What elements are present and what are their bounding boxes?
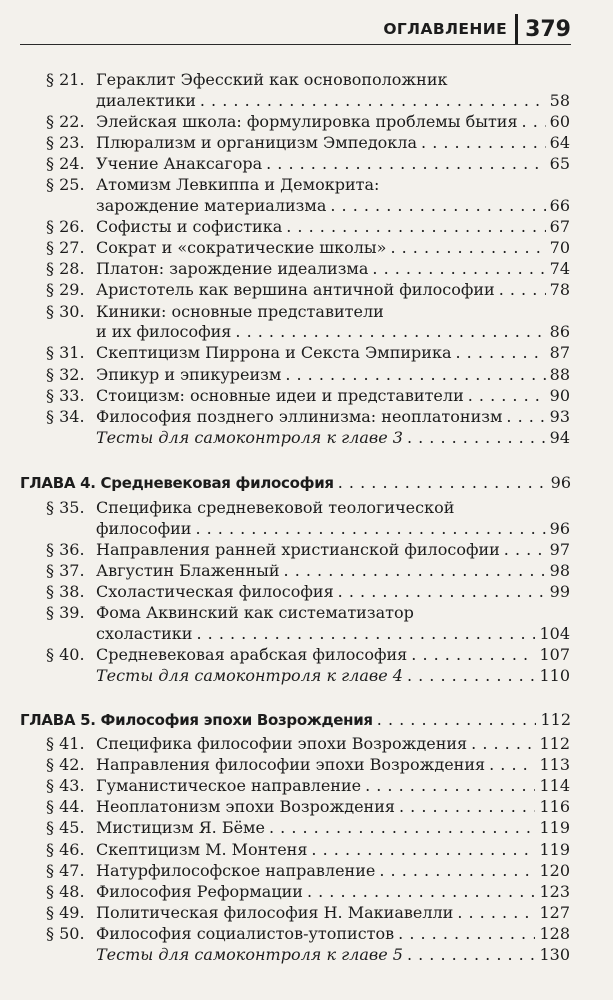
page-number: 87: [549, 343, 570, 363]
page-number: 112: [540, 710, 571, 729]
header-title: ОГЛАВЛЕНИЕ: [383, 20, 508, 38]
section-number: § 44.: [46, 797, 85, 817]
dot-leader: [372, 259, 545, 279]
section-title: Гераклит Эфесский как основоположник: [96, 70, 448, 89]
section-number: § 31.: [46, 343, 85, 363]
section-title: Элейская школа: формулировка проблемы бытия: [96, 111, 518, 131]
section-title: Плюрализм и органицизм Эмпедокла: [96, 133, 418, 152]
page-number: 86: [549, 322, 570, 342]
chapter-heading[interactable]: [20, 710, 571, 730]
dot-leader: [489, 755, 535, 775]
section-title: Специфика философии эпохи Возрождения: [96, 734, 468, 753]
dot-leader: [235, 322, 545, 342]
running-header: [383, 14, 571, 44]
section-number: § 42.: [46, 755, 85, 775]
section-title: Аристотель как вершина античной философии: [96, 280, 495, 300]
dot-leader: [284, 561, 546, 581]
page-number: 66: [549, 195, 570, 215]
section-title: Софисты и софистика: [96, 217, 283, 237]
page-number: 119: [539, 839, 570, 859]
dot-leader: [377, 710, 537, 730]
page-number: 130: [539, 945, 570, 964]
page-number: 67: [549, 217, 570, 237]
section-title: Киники: основные представители: [96, 301, 384, 321]
section-title: Натурфилософское направление: [96, 860, 376, 880]
section-number: § 25.: [46, 175, 85, 195]
dot-leader: [195, 519, 545, 539]
section-number: § 21.: [46, 70, 85, 89]
section-number: § 37.: [46, 561, 85, 580]
dot-leader: [307, 882, 536, 902]
page-number: 96: [550, 473, 571, 492]
section-title: Направления философии эпохи Возрождения: [96, 755, 486, 775]
section-title: Учение Анаксагора: [96, 154, 263, 174]
dot-leader: [522, 112, 546, 132]
page-number: 97: [549, 539, 570, 559]
dot-leader: [196, 624, 535, 644]
page-number: 60: [549, 111, 570, 131]
section-title: схоластики: [96, 623, 193, 643]
section-number: § 41.: [46, 734, 85, 753]
page-number: 99: [549, 582, 570, 602]
section-title: Фома Аквинский как систематизатор: [96, 603, 414, 623]
section-number: § 28.: [46, 259, 85, 279]
section-title: зарождение материализма: [96, 195, 327, 215]
page-number: 113: [539, 755, 570, 775]
section-title: Философия социалистов-утопистов: [96, 923, 395, 943]
page-number: 104: [539, 623, 570, 643]
dot-leader: [457, 903, 535, 923]
section-number: § 22.: [46, 111, 85, 131]
section-number: § 40.: [46, 645, 85, 665]
section-title: Философия позднего эллинизма: неоплатонизм: [96, 406, 503, 426]
section-title: Скептицизм М. Монтеня: [96, 839, 308, 859]
dot-leader: [407, 428, 546, 448]
section-number: § 27.: [46, 238, 85, 258]
section-number: § 45.: [46, 818, 85, 838]
section-number: § 30.: [46, 301, 85, 321]
section-title: диалектики: [96, 90, 196, 110]
dot-leader: [338, 582, 546, 602]
header-separator: [515, 14, 518, 44]
dot-leader: [411, 645, 535, 665]
page-number: 112: [539, 734, 570, 753]
dot-leader: [398, 924, 535, 944]
tests-title: Тесты для самоконтроля к главе 5: [96, 945, 403, 964]
section-title: Скептицизм Пиррона и Секста Эмпирика: [96, 343, 452, 363]
page-number: 94: [549, 427, 570, 447]
section-number: § 38.: [46, 582, 85, 602]
section-number: § 39.: [46, 603, 85, 623]
dot-leader: [266, 154, 546, 174]
dot-leader: [285, 365, 545, 385]
section-title: Специфика средневековой теологической: [96, 498, 455, 517]
dot-leader: [407, 945, 536, 965]
page-number: 116: [539, 797, 570, 817]
dot-leader: [330, 196, 545, 216]
section-number: § 47.: [46, 860, 85, 880]
section-title: Философия Реформации: [96, 881, 303, 901]
dot-leader: [365, 776, 535, 796]
page-number: 123: [539, 881, 570, 901]
page-number: 90: [549, 385, 570, 405]
page-number: 65: [549, 154, 570, 174]
section-number: § 35.: [46, 498, 85, 517]
chapter-title: ГЛАВА 4. Средневековая философия: [20, 474, 334, 492]
page-number: 110: [539, 666, 570, 686]
page-number: 70: [549, 238, 570, 258]
chapter-heading[interactable]: [20, 473, 571, 493]
page-number: 93: [549, 406, 570, 426]
dot-leader: [499, 280, 546, 300]
dot-leader: [286, 217, 545, 237]
section-number: § 46.: [46, 839, 85, 859]
section-number: § 32.: [46, 364, 85, 384]
tests-title: Тесты для самоконтроля к главе 3: [96, 427, 403, 447]
page-number: 64: [549, 133, 570, 152]
section-title: Направления ранней христианской философии: [96, 539, 500, 559]
section-number: § 29.: [46, 280, 85, 300]
tests-entry[interactable]: [96, 666, 570, 686]
page-number: 74: [549, 259, 570, 279]
dot-leader: [390, 238, 545, 258]
section-title: Мистицизм Я. Бёме: [96, 818, 265, 838]
page-number: 88: [549, 364, 570, 384]
section-number: § 49.: [46, 902, 85, 922]
section-number: § 34.: [46, 406, 85, 426]
dot-leader: [200, 91, 546, 111]
section-number: § 23.: [46, 133, 85, 152]
page-number: 107: [539, 645, 570, 665]
header-rule: [20, 44, 571, 45]
tests-title: Тесты для самоконтроля к главе 4: [96, 666, 403, 686]
section-title: Платон: зарождение идеализма: [96, 259, 369, 279]
section-title: Стоицизм: основные идеи и представители: [96, 385, 464, 405]
section-title: Эпикур и эпикуреизм: [96, 364, 282, 384]
dot-leader: [311, 840, 535, 860]
dot-leader: [504, 540, 546, 560]
section-title: Августин Блаженный: [96, 561, 280, 580]
dot-leader: [379, 861, 535, 881]
section-title: Средневековая арабская философия: [96, 645, 408, 665]
dot-leader: [468, 386, 546, 406]
page-number: 120: [539, 860, 570, 880]
section-number: § 33.: [46, 385, 85, 405]
section-title: философии: [96, 518, 192, 538]
page-number: 96: [549, 518, 570, 538]
dot-leader: [471, 734, 535, 754]
page-number: 128: [539, 923, 570, 943]
dot-leader: [421, 133, 546, 153]
dot-leader: [338, 473, 547, 493]
section-title: Сократ и «сократические школы»: [96, 238, 387, 258]
section-number: § 50.: [46, 923, 85, 943]
dot-leader: [399, 797, 535, 817]
header-page-number: 379: [525, 16, 571, 42]
page-number: 78: [549, 280, 570, 300]
dot-leader: [269, 818, 535, 838]
page-number: 98: [549, 561, 570, 580]
section-number: § 26.: [46, 217, 85, 237]
dot-leader: [455, 343, 545, 363]
dot-leader: [506, 407, 545, 427]
tests-entry[interactable]: [96, 428, 570, 448]
section-title: и их философия: [96, 322, 232, 342]
section-title: Гуманистическое направление: [96, 776, 362, 796]
section-title: Неоплатонизм эпохи Возрождения: [96, 797, 395, 817]
section-number: § 36.: [46, 539, 85, 559]
tests-entry[interactable]: [96, 945, 570, 965]
section-title: Политическая философия Н. Макиавелли: [96, 902, 454, 922]
section-title: Атомизм Левкиппа и Демокрита:: [96, 175, 380, 195]
page-number: 127: [539, 902, 570, 922]
section-number: § 43.: [46, 776, 85, 796]
chapter-title: ГЛАВА 5. Философия эпохи Возрождения: [20, 711, 373, 729]
page-number: 119: [539, 818, 570, 838]
section-number: § 24.: [46, 154, 85, 174]
page-number: 114: [539, 776, 570, 796]
page-number: 58: [549, 90, 570, 110]
section-title: Схоластическая философия: [96, 582, 334, 602]
section-number: § 48.: [46, 881, 85, 901]
dot-leader: [407, 666, 536, 686]
